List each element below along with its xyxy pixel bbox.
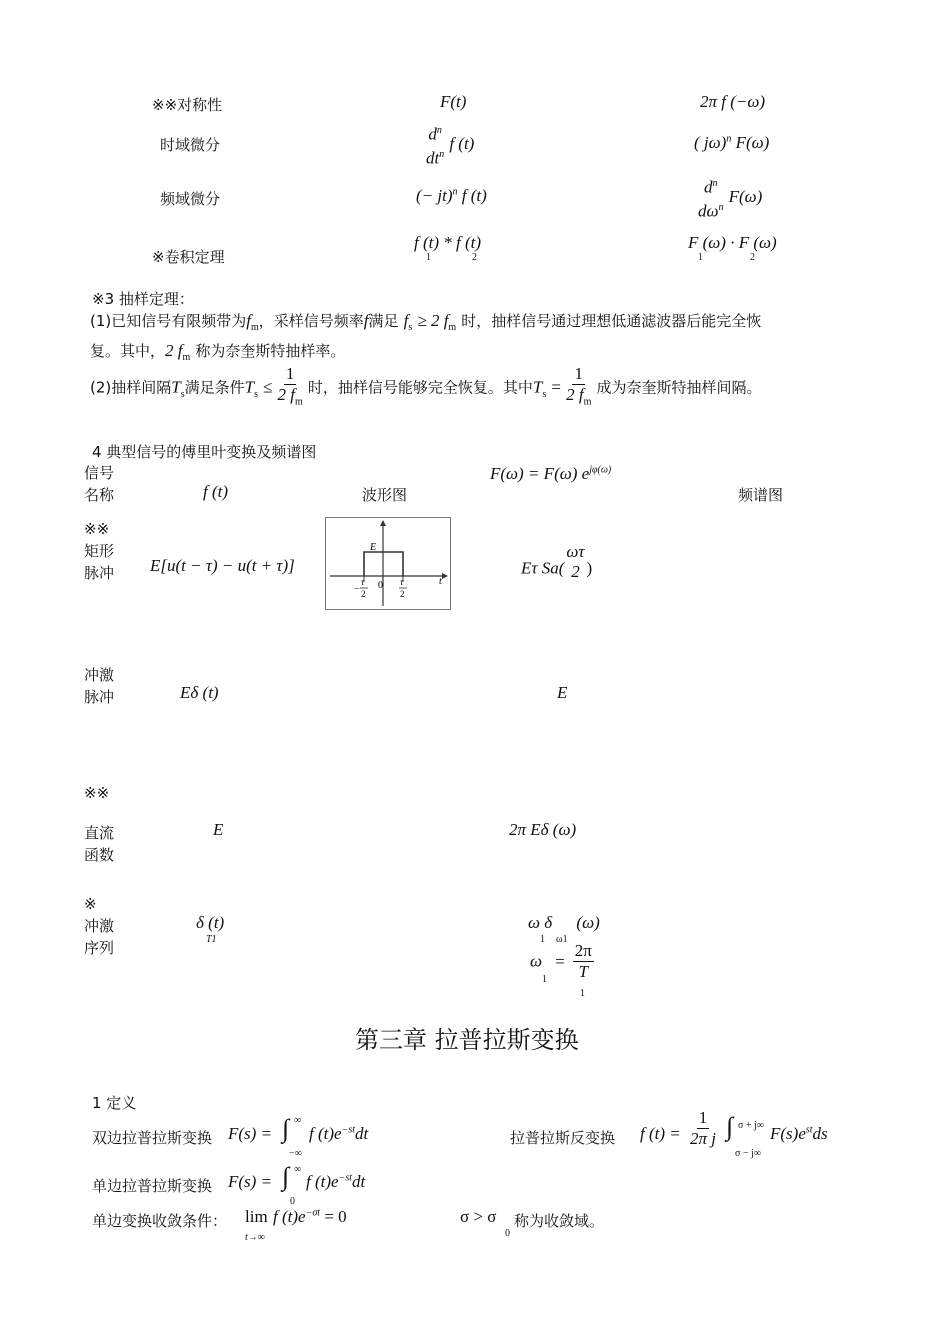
unilateral-lhs: F(s) = xyxy=(228,1172,273,1191)
unilateral-integral-icon: ∫ xyxy=(282,1162,290,1191)
freq-diff-time-base: (− jt) xyxy=(416,186,453,205)
row-dc-name xyxy=(84,822,114,866)
row-rect-F-den: 2 xyxy=(571,562,580,581)
row-impulse-name-1: 脉冲 xyxy=(84,688,115,706)
bilateral-lhs: F(s) = xyxy=(228,1124,273,1143)
roc-body xyxy=(273,1207,347,1227)
freq-diff-den: dω xyxy=(698,201,719,221)
convolution-freq: F (ω) · F (ω) xyxy=(688,233,777,252)
sampling-paragraph-1-line2 xyxy=(90,340,345,363)
col-F-header xyxy=(490,464,611,484)
unilateral-upper: ∞ xyxy=(294,1164,302,1175)
time-diff-freq-sup: n xyxy=(726,133,732,145)
inverse-integral-icon: ∫ xyxy=(726,1112,734,1141)
col-F-base: F(ω) = F(ω) e xyxy=(490,464,590,483)
inverse-lower: σ − j∞ xyxy=(735,1148,761,1159)
roc-cond-sub: 0 xyxy=(505,1228,510,1239)
time-diff-label: 时域微分 xyxy=(160,136,221,154)
sampling-p2-le: ≤ xyxy=(263,377,273,397)
time-diff-fn: f (t) xyxy=(449,134,475,154)
col-F-sup: jφ(ω) xyxy=(589,464,612,476)
row-train-F-sub1: 1 xyxy=(540,934,545,945)
sampling-p1-f: f xyxy=(363,311,369,330)
row-train-w1 xyxy=(530,941,594,982)
inverse-upper: σ + j∞ xyxy=(738,1120,764,1131)
fig-t-axis-label: t xyxy=(439,576,442,587)
fig-tick-right-den: 2 xyxy=(400,589,405,599)
sampling-p2-T2-sub: s xyxy=(254,388,259,400)
freq-diff-den-sup: n xyxy=(718,201,724,213)
sampling-p2-a: (2)抽样间隔 xyxy=(90,378,172,397)
typical-heading: 4 典型信号的傅里叶变换及频谱图 xyxy=(92,443,317,461)
sampling-p2-c: 时，抽样信号能够完全恢复。其中 xyxy=(307,378,533,397)
sampling-p2-den: 2 f xyxy=(277,385,296,404)
y-axis-arrow-icon xyxy=(380,520,386,526)
row-dc-name-2: 直流 xyxy=(84,824,115,842)
sampling-p2-T-sub: s xyxy=(180,388,185,400)
row-train-w1-num: 2π xyxy=(574,941,592,960)
sampling-p2-eq: = xyxy=(551,377,561,397)
row-rect-F-close: ) xyxy=(586,558,593,578)
sampling-p1-a: (1)已知信号有限频带为 xyxy=(90,312,247,330)
sampling-p1-fm-sub: m xyxy=(250,322,259,334)
sampling-p1-cond-sub2: m xyxy=(448,322,457,334)
time-diff-num: d xyxy=(428,124,437,144)
definition-heading: 1 定义 xyxy=(92,1094,137,1112)
row-train-ft-base: δ xyxy=(196,913,204,932)
sampling-p1-cond-op: ≥ 2 f xyxy=(417,311,449,330)
row-train-w1-den: T xyxy=(578,962,589,981)
row-rect-F-num: ωτ xyxy=(566,542,585,561)
sampling-p2-b: 满足条件 xyxy=(184,378,245,397)
row-impulse-name xyxy=(84,664,114,708)
unilateral-lower: 0 xyxy=(290,1196,295,1207)
roc-label: 单边变换收敛条件： xyxy=(92,1212,228,1230)
sampling-p1-line2-a: 复。其中， xyxy=(90,342,166,360)
time-diff-freq xyxy=(694,133,769,153)
time-diff-freq-fn: F(ω) xyxy=(735,133,770,152)
roc-exp: −σt xyxy=(305,1207,321,1219)
row-train-ft-arg: (t) xyxy=(208,913,225,932)
row-train-name-1: 冲激 xyxy=(84,917,115,935)
time-diff-den: dt xyxy=(426,148,440,168)
symmetry-time: F(t) xyxy=(440,92,467,111)
row-train-F-arg: (ω) xyxy=(576,913,600,932)
sampling-p2-den2: 2 f xyxy=(566,385,584,404)
row-train-name-2: 序列 xyxy=(84,939,115,957)
convolution-label: ※卷积定理 xyxy=(152,248,225,266)
time-diff-freq-base: ( jω) xyxy=(694,133,727,152)
sampling-p1-line2-sub: m xyxy=(182,352,191,364)
roc-cond: σ > σ xyxy=(460,1207,497,1226)
inverse-label: 拉普拉斯反变换 xyxy=(510,1129,616,1147)
row-rect-name xyxy=(84,518,114,584)
inverse-body xyxy=(770,1124,828,1144)
inverse-den: 2π j xyxy=(690,1129,716,1148)
row-rect-name-2: 脉冲 xyxy=(84,564,115,582)
row-dc-ft: E xyxy=(213,820,224,839)
roc-eq: = 0 xyxy=(324,1207,347,1226)
inverse-ds: ds xyxy=(812,1124,828,1143)
row-train-ft xyxy=(196,913,224,933)
row-impulse-ft: Eδ (t) xyxy=(180,683,219,702)
sampling-p2-den2-sub: m xyxy=(583,396,592,408)
sampling-p1-cond-sub: s xyxy=(408,322,413,334)
fig-tick-left-num: τ xyxy=(361,577,365,587)
fig-tick-left-den: 2 xyxy=(361,589,366,599)
freq-diff-num: d xyxy=(704,177,713,197)
col-spec-header: 频谱图 xyxy=(738,486,784,504)
col-wave-header: 波形图 xyxy=(362,486,408,504)
roc-lim: lim xyxy=(245,1207,268,1226)
row-dc-name-3: 函数 xyxy=(84,846,115,864)
convolution-f-sub1: 1 xyxy=(698,252,703,263)
sampling-p1-line2-2fm: 2 f xyxy=(165,341,183,360)
sampling-p1-fm: f xyxy=(246,311,251,330)
row-train-F-sub2: ω1 xyxy=(556,934,568,945)
row-dc-name-0: ※※ xyxy=(84,784,110,802)
fig-origin-label: 0 xyxy=(378,580,383,591)
row-dc-F: 2π Eδ (ω) xyxy=(509,820,577,839)
fig-tick-right-num: τ xyxy=(400,577,404,587)
col-ft-header: f (t) xyxy=(203,482,229,501)
row-train-w1-sub: 1 xyxy=(542,974,547,985)
freq-diff-label: 频域微分 xyxy=(160,190,221,208)
freq-diff-time-sup: n xyxy=(452,186,458,198)
sampling-p1-c: 满足 xyxy=(368,312,399,330)
sampling-p1-d: 时，抽样信号通过理想低通滤波器后能完全恢 xyxy=(461,312,762,330)
sampling-paragraph-1 xyxy=(90,310,880,333)
freq-diff-num-sup: n xyxy=(712,178,718,189)
row-rect-name-0: ※※ xyxy=(84,520,110,538)
col-name-header xyxy=(84,462,114,506)
sampling-p1-cond: f xyxy=(403,311,409,330)
sampling-p2-T: T xyxy=(171,377,181,397)
inverse-lhs: f (t) = xyxy=(640,1124,681,1143)
inverse-exp: st xyxy=(805,1124,813,1136)
convolution-time: f (t) * f (t) xyxy=(414,233,482,252)
sampling-p1-line2-b: 称为奈奎斯特抽样率。 xyxy=(195,342,346,360)
symmetry-freq: 2π f (−ω) xyxy=(700,92,766,111)
bilateral-exp: −st xyxy=(341,1124,355,1136)
col-name-1: 信号 xyxy=(84,464,115,482)
row-rect-F-base: Eτ Sa( xyxy=(521,558,565,578)
unilateral-body-base: f (t)e xyxy=(306,1172,339,1191)
row-train-w1-base: ω xyxy=(530,951,543,971)
row-impulse-F: E xyxy=(557,683,568,702)
freq-diff-time xyxy=(416,186,487,206)
fig-minus-label: − xyxy=(354,584,360,595)
unilateral-body xyxy=(306,1172,365,1192)
sampling-p2-T2: T xyxy=(244,377,255,397)
time-diff-den-sup: n xyxy=(439,148,445,160)
sampling-p2-num2: 1 xyxy=(574,364,583,383)
row-rect-F xyxy=(521,542,593,582)
freq-diff-time-fn: f (t) xyxy=(461,186,487,205)
time-diff-time xyxy=(426,121,474,168)
t-axis-arrow-icon xyxy=(442,573,448,579)
row-train-F-base: ω δ xyxy=(528,913,553,932)
sampling-p1-b: ，采样信号频率 xyxy=(258,312,364,330)
bilateral-lower: −∞ xyxy=(289,1148,302,1159)
row-train-name-0: ※ xyxy=(84,895,97,913)
bilateral-body-base: f (t)e xyxy=(309,1124,342,1143)
unilateral-dt: dt xyxy=(352,1172,366,1191)
chapter-title: 第三章 拉普拉斯变换 xyxy=(355,1026,579,1054)
row-rect-name-1: 矩形 xyxy=(84,542,115,560)
roc-lim-sub: t→∞ xyxy=(245,1232,265,1243)
freq-diff-fn: F(ω) xyxy=(728,187,763,207)
sampling-heading: ※3 抽样定理： xyxy=(92,290,194,308)
sampling-p2-den-sub: m xyxy=(295,396,303,408)
bilateral-label: 双边拉普拉斯变换 xyxy=(92,1129,213,1147)
col-name-2: 名称 xyxy=(84,486,115,504)
sampling-p2-T3: T xyxy=(532,377,543,397)
inverse-body-base: F(s)e xyxy=(770,1124,806,1143)
row-impulse-name-0: 冲激 xyxy=(84,666,115,684)
inverse-frac xyxy=(690,1108,716,1149)
fig-E-label: E xyxy=(370,542,377,553)
sampling-p2-num: 1 xyxy=(285,364,295,383)
bilateral-upper: ∞ xyxy=(294,1115,302,1126)
sampling-p2-d: 成为奈奎斯特抽样间隔。 xyxy=(596,378,762,397)
symmetry-label: ※※对称性 xyxy=(152,96,223,114)
unilateral-label: 单边拉普拉斯变换 xyxy=(92,1177,213,1195)
rect-pulse-svg xyxy=(326,518,450,609)
row-rect-ft: E[u(t − τ) − u(t + τ)] xyxy=(150,556,295,575)
convolution-t-sub1: 1 xyxy=(426,252,431,263)
convolution-f-sub2: 2 xyxy=(750,252,755,263)
bilateral-body xyxy=(309,1124,368,1144)
convolution-t-sub2: 2 xyxy=(472,252,477,263)
row-train-w1-den-sub: 1 xyxy=(580,988,585,999)
bilateral-dt: dt xyxy=(355,1124,369,1143)
freq-diff-freq xyxy=(698,174,762,221)
bilateral-integral-icon: ∫ xyxy=(282,1114,290,1143)
inverse-num: 1 xyxy=(698,1108,708,1127)
sampling-p2-T3-sub: s xyxy=(542,388,547,400)
roc-body-base: f (t)e xyxy=(273,1207,306,1226)
row-train-name xyxy=(84,893,114,959)
sampling-paragraph-2 xyxy=(90,364,890,412)
row-train-F xyxy=(528,913,600,933)
roc-tail: 称为收敛域。 xyxy=(514,1212,605,1230)
time-diff-num-sup: n xyxy=(436,125,442,136)
row-train-ft-sub: T1 xyxy=(206,934,217,945)
rect-pulse-figure xyxy=(325,517,451,610)
row-train-w1-eq: = xyxy=(555,951,565,971)
unilateral-exp: −st xyxy=(338,1172,352,1184)
